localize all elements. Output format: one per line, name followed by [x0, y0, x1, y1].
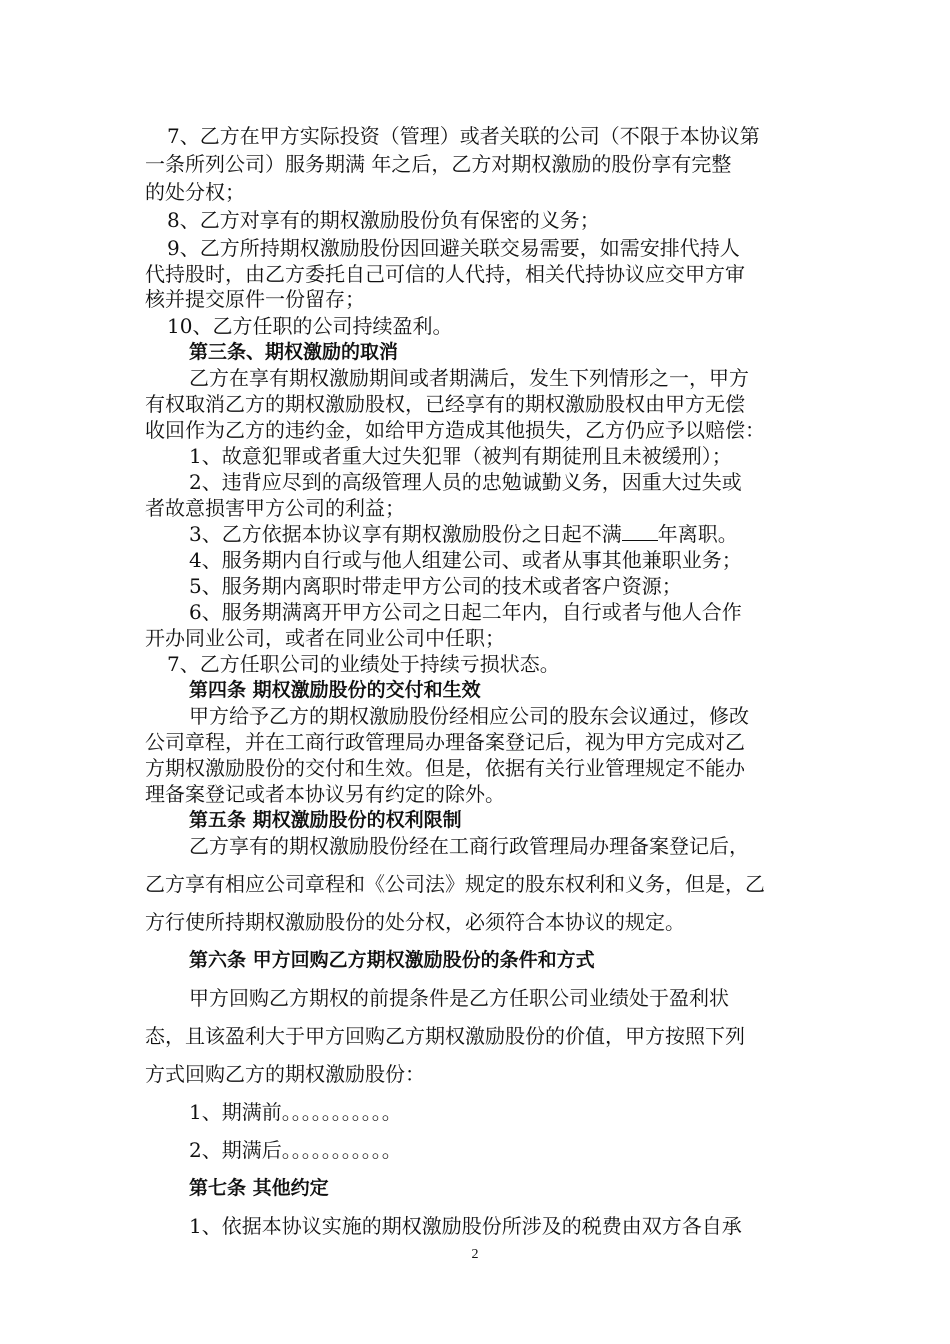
art3-item1: 1、故意犯罪或者重大过失犯罪（被判有期徒刑且未被缓刑）； [189, 444, 732, 468]
art6-body-line2: 态，且该盈利大于甲方回购乙方期权激励股份的价值，甲方按照下列 [145, 1024, 745, 1048]
art3-item2-line1: 2、违背应尽到的高级管理人员的忠勉诚勤义务，因重大过失或 [189, 470, 742, 494]
art2-item9-line3: 核并提交原件一份留存； [145, 287, 365, 311]
art2-item9-line1: 9、乙方所持期权激励股份因回避关联交易需要，如需安排代持人 [167, 236, 740, 260]
art3-item3-post: 年离职。 [657, 522, 738, 546]
art2-item7-line3: 的处分权； [145, 180, 245, 204]
art4-body-line1: 甲方给予乙方的期权激励股份经相应公司的股东会议通过，修改 [189, 704, 749, 728]
art2-item9-line2: 代持股时，由乙方委托自己可信的人代持，相关代持协议应交甲方审 [145, 262, 745, 286]
art2-item8: 8、乙方对享有的期权激励股份负有保密的义务； [167, 208, 600, 232]
art6-body-line3: 方式回购乙方的期权激励股份： [145, 1062, 425, 1086]
art3-intro-line2: 有权取消乙方的期权激励股权，已经享有的期权激励股权由甲方无偿 [145, 392, 745, 416]
page-number: 2 [471, 1247, 479, 1262]
article4-title: 第四条 期权激励股份的交付和生效 [189, 679, 481, 701]
article7-title: 第七条 其他约定 [189, 1177, 329, 1199]
art3-item3 [189, 522, 738, 546]
art4-body-line4: 理备案登记或者本协议另有约定的除外。 [145, 782, 505, 806]
art3-item6-line1: 6、服务期满离开甲方公司之日起二年内，自行或者与他人合作 [189, 600, 742, 624]
art3-item4: 4、服务期内自行或与他人组建公司、或者从事其他兼职业务； [189, 548, 742, 572]
art2-item7-line1: 7、乙方在甲方实际投资（管理）或者关联的公司（不限于本协议第 [167, 124, 760, 148]
art7-item1: 1、依据本协议实施的期权激励股份所涉及的税费由双方各自承 [189, 1214, 742, 1238]
art3-item5: 5、服务期内离职时带走甲方公司的技术或者客户资源； [189, 574, 682, 598]
article3-title: 第三条、期权激励的取消 [189, 341, 399, 363]
art2-item7-line2: 一条所列公司）服务期满 年之后，乙方对期权激励的股份享有完整 [145, 152, 732, 176]
blank-field [622, 522, 658, 541]
article5-title: 第五条 期权激励股份的权利限制 [189, 809, 462, 831]
art6-body-line1: 甲方回购乙方期权的前提条件是乙方任职公司业绩处于盈利状 [189, 986, 729, 1010]
article6-title: 第六条 甲方回购乙方期权激励股份的条件和方式 [189, 949, 595, 971]
art3-item2-line2: 者故意损害甲方公司的利益； [145, 496, 405, 520]
art5-body-line2: 乙方享有相应公司章程和《公司法》规定的股东权利和义务，但是，乙 [145, 872, 765, 896]
art4-body-line2: 公司章程，并在工商行政管理局办理备案登记后，视为甲方完成对乙 [145, 730, 745, 754]
art3-item3-pre: 3、乙方依据本协议享有期权激励股份之日起不满 [189, 522, 622, 546]
art3-item6-line2: 开办同业公司，或者在同业公司中任职； [145, 626, 505, 650]
art5-body-line3: 方行使所持期权激励股份的处分权，必须符合本协议的规定。 [145, 910, 685, 934]
art3-item7: 7、乙方任职公司的业绩处于持续亏损状态。 [167, 652, 560, 676]
art6-item2: 2、期满后。。。。。。。。。。。 [189, 1138, 402, 1162]
art3-intro-line3: 收回作为乙方的违约金，如给甲方造成其他损失，乙方仍应予以赔偿： [145, 418, 765, 442]
art4-body-line3: 方期权激励股份的交付和生效。但是，依据有关行业管理规定不能办 [145, 756, 745, 780]
art6-item1: 1、期满前。。。。。。。。。。。 [189, 1100, 402, 1124]
art5-body-line1: 乙方享有的期权激励股份经在工商行政管理局办理备案登记后， [189, 834, 749, 858]
art2-item10: 10、乙方任职的公司持续盈利。 [167, 314, 453, 338]
art3-intro-line1: 乙方在享有期权激励期间或者期满后，发生下列情形之一，甲方 [189, 366, 749, 390]
